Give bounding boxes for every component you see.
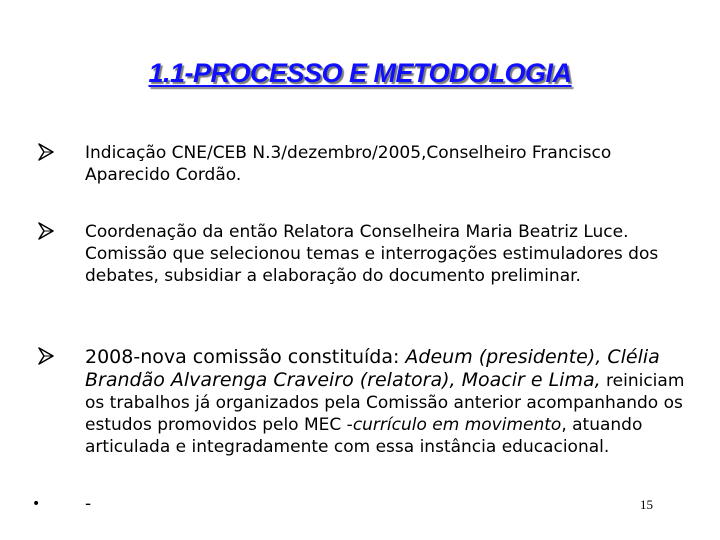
bullet-3-body: reiniciam os trabalhos já organizados pela Comissão anterior acompanhando os estudos promovidos pelo MEC -: [85, 371, 685, 435]
bullet-3-program: currículo em movimento: [352, 415, 562, 435]
bullet-text-2: Coordenação da então Relatora Conselheira Maria Beatriz Luce. Comissão que selecionou temas e interrogações estimuladores dos debates, subsidiar a elaboração do documento preliminar.: [85, 222, 659, 286]
arrowhead-bullet-icon: [37, 222, 55, 240]
dash-mark: -: [85, 494, 92, 514]
page-number: 15: [640, 497, 653, 512]
bullet-text-3: [85, 346, 695, 458]
small-bullet: •: [32, 496, 41, 512]
arrowhead-bullet-icon: [37, 143, 55, 161]
bullet-3-members: Adeum (presidente), Clélia Brandão Alvarenga Craveiro (relatora), Moacir e Lima,: [85, 346, 660, 391]
slide-title: 1.1-PROCESSO E METODOLOGIA: [148, 58, 572, 88]
bullet-3-end: , atuando articulada e integradamente com essa instância educacional.: [85, 415, 643, 457]
bullet-3-intro: 2008-nova comissão constituída:: [85, 346, 406, 368]
arrowhead-bullet-icon: [37, 347, 55, 365]
bullet-text-1: Indicação CNE/CEB N.3/dezembro/2005,Conselheiro Francisco Aparecido Cordão.: [85, 143, 612, 185]
